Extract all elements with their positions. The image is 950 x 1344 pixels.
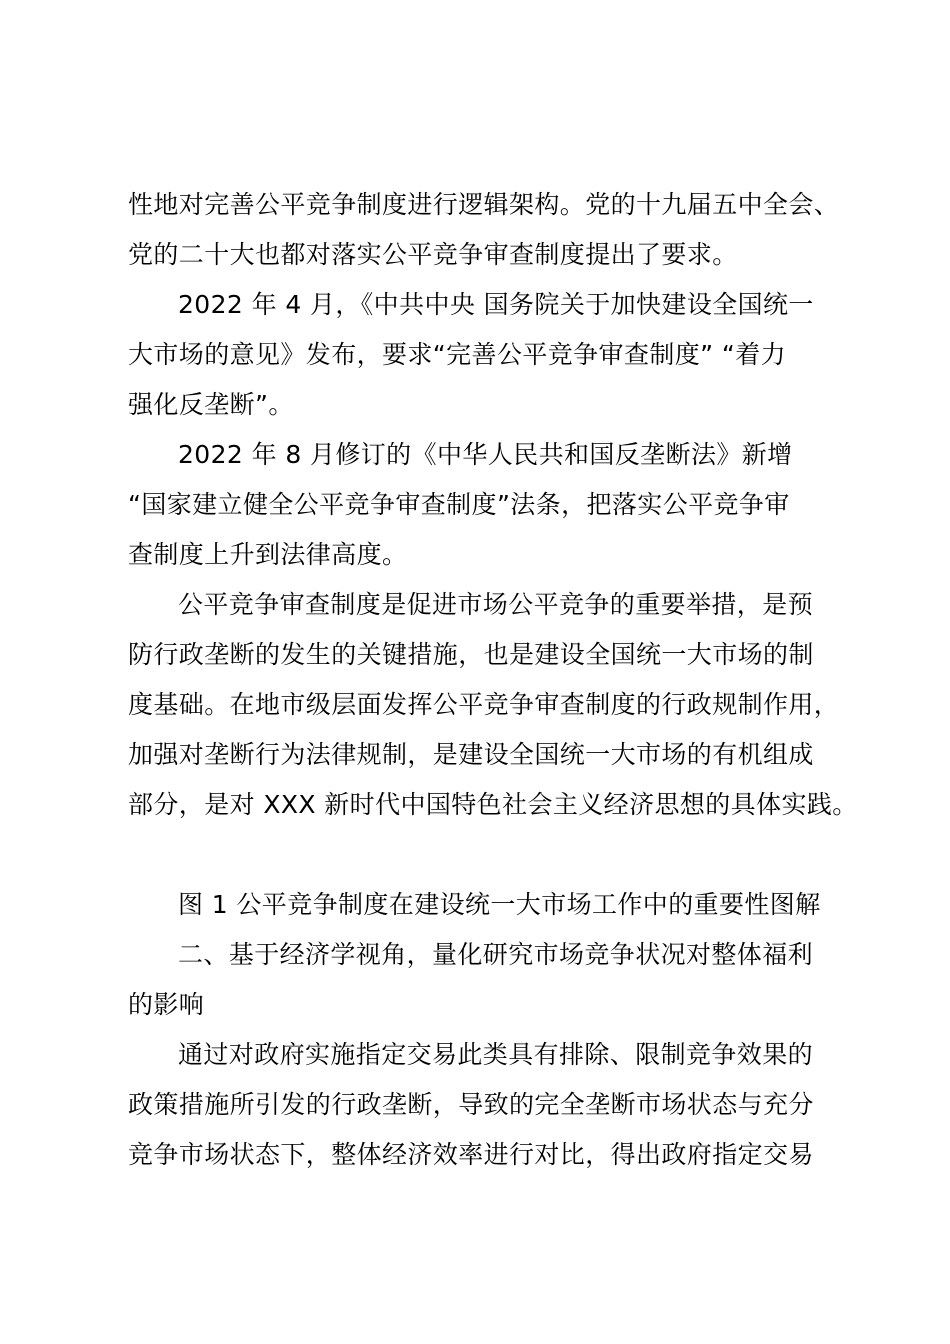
paragraph-line: 大市场的意见》发布，要求“完善公平竞争审查制度” “着力 — [128, 340, 787, 369]
paragraph-line: 强化反垄断”。 — [128, 390, 294, 419]
paragraph-line: 2022 年 4 月，《中共中央 国务院关于加快建设全国统一 — [178, 290, 814, 319]
section-heading: 二、基于经济学视角，量化研究市场竞争状况对整体福利 — [178, 940, 814, 969]
paragraph-line: 通过对政府实施指定交易此类具有排除、限制竞争效果的 — [178, 1040, 814, 1069]
paragraph-line: 党的二十大也都对落实公平竞争审查制度提出了要求。 — [128, 240, 738, 269]
paragraph-line: 防行政垄断的发生的关键措施，也是建设全国统一大市场的制 — [128, 640, 814, 669]
paragraph-line: 查制度上升到法律高度。 — [128, 540, 408, 569]
section-heading: 的影响 — [128, 990, 205, 1019]
paragraph-line: 竞争市场状态下，整体经济效率进行对比，得出政府指定交易 — [128, 1140, 814, 1169]
paragraph-line: 性地对完善公平竞争制度进行逻辑架构。党的十九届五中全会、 — [128, 190, 840, 219]
paragraph-line: 部分，是对 XXX 新时代中国特色社会主义经济思想的具体实践。 — [128, 790, 858, 819]
paragraph-line: 度基础。在地市级层面发挥公平竞争审查制度的行政规制作用， — [128, 690, 840, 719]
figure-caption: 图 1 公平竞争制度在建设统一大市场工作中的重要性图解 — [178, 890, 821, 919]
paragraph-line: 公平竞争审查制度是促进市场公平竞争的重要举措，是预 — [178, 590, 814, 619]
paragraph-line: 2022 年 8 月修订的《中华人民共和国反垄断法》新增 — [178, 440, 793, 469]
paragraph-line: 政策措施所引发的行政垄断，导致的完全垄断市场状态与充分 — [128, 1090, 814, 1119]
paragraph-line: “国家建立健全公平竞争审查制度”法条，把落实公平竞争审 — [128, 490, 790, 519]
paragraph-line: 加强对垄断行为法律规制，是建设全国统一大市场的有机组成 — [128, 740, 814, 769]
